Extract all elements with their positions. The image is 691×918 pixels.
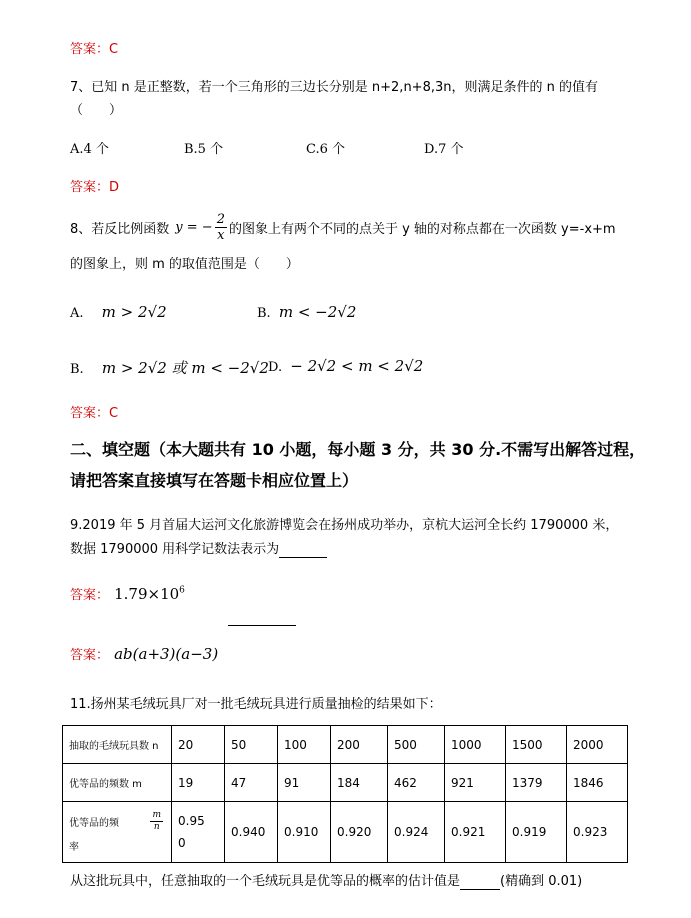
q8-func-num: 2 <box>216 212 225 227</box>
table-cell: 0.910 <box>278 802 331 863</box>
table-cell: 0.923 <box>567 802 628 863</box>
q8-line1 <box>70 213 616 242</box>
table-cell: 0.940 <box>225 802 278 863</box>
q8-func-den: x <box>217 228 225 243</box>
table-cell: 50 <box>225 726 278 764</box>
q9-text-line1: 9.2019 年 5 月首届大运河文化旅游博览会在扬州成功举办，京杭大运河全长约 1790000 米， <box>70 518 619 533</box>
q7-option-b: B.5 个 <box>184 142 224 157</box>
q7-option-a: A.4 个 <box>70 142 109 157</box>
q11-row2-label: 优等品的频数 m <box>63 764 172 802</box>
q9-text-line2: 数据 1790000 用科学记数法表示为 <box>70 538 327 558</box>
table-cell: 100 <box>278 726 331 764</box>
q8-fraction <box>215 213 227 242</box>
q11-answer-blank <box>460 874 500 890</box>
q7-text-line1: 7、已知 n 是正整数，若一个三角形的三边长分别是 n+2,n+8,3n，则满足条件的 n 的值有 <box>70 80 598 95</box>
q8-option-d: D. − 2√2 < m < 2√2 <box>268 357 424 375</box>
q7-option-c: C.6 个 <box>306 142 346 157</box>
q8-option-b2: B. m > 2√2 或 m < −2√2 <box>70 359 269 377</box>
table-cell: 47 <box>225 764 278 802</box>
table-cell: 0.919 <box>506 802 567 863</box>
table-cell: 1000 <box>445 726 506 764</box>
table-cell: 0.920 <box>331 802 388 863</box>
q8-option-b1: B. m < −2√2 <box>257 303 357 321</box>
q8-option-a-expr: m > 2√2 <box>101 303 167 321</box>
table-row <box>63 802 628 863</box>
q8-prefix: 8、若反比例函数 <box>70 222 170 237</box>
q8-answer: 答案：C <box>70 406 119 421</box>
q8-suffix: 的图象上有两个不同的点关于 y 轴的对称点都在一次函数 y=-x+m <box>228 222 616 237</box>
q11-footer: 从这批玩具中，任意抽取的一个毛绒玩具是优等品的概率的估计值是 (精确到 0.01) <box>70 874 583 889</box>
q8-text-line2: 的图象上，则 m 的取值范围是（ ） <box>70 257 299 272</box>
q8-func-y: y = − <box>175 220 213 235</box>
q7-text-line2: （ ） <box>70 103 123 118</box>
q10-answer-value: ab(a+3)(a−3) <box>114 645 219 663</box>
table-cell: 1379 <box>506 764 567 802</box>
q8-option-a: A. m > 2√2 <box>70 303 167 321</box>
q9-answer: 答案： $1.79\times 10^6$ <box>70 585 185 603</box>
section2-heading-line2: 请把答案直接填写在答题卡相应位置上） <box>70 471 359 490</box>
q9-answer-exp: 6 <box>179 585 185 596</box>
q9-answer-blank <box>279 542 327 558</box>
q10-answer-blank <box>228 606 296 626</box>
q7-option-d: D.7 个 <box>424 142 464 157</box>
table-cell: 20 <box>172 726 225 764</box>
table-row <box>63 764 628 802</box>
table-cell: 0.921 <box>445 802 506 863</box>
table-cell: 0.924 <box>388 802 445 863</box>
table-cell: 500 <box>388 726 445 764</box>
table-cell: 1500 <box>506 726 567 764</box>
q8-option-b2-expr: m > 2√2 或 m < −2√2 <box>101 359 269 377</box>
q11-text: 11.扬州某毛绒玩具厂对一批毛绒玩具进行质量抽检的结果如下： <box>70 697 442 712</box>
table-cell: 19 <box>172 764 225 802</box>
table-cell: 184 <box>331 764 388 802</box>
q10-answer: 答案： ab(a+3)(a−3) <box>70 645 219 663</box>
table-cell: 91 <box>278 764 331 802</box>
q8-option-d-expr: − 2√2 < m < 2√2 <box>290 357 424 375</box>
q6-answer: 答案：C <box>70 42 119 57</box>
table-cell: 921 <box>445 764 506 802</box>
q11-row1-label: 抽取的毛绒玩具数 n <box>63 726 172 764</box>
table-row <box>63 726 628 764</box>
q7-answer: 答案：D <box>70 180 120 195</box>
q8-option-b1-expr: m < −2√2 <box>278 303 357 321</box>
table-cell: 200 <box>331 726 388 764</box>
table-cell: 462 <box>388 764 445 802</box>
table-cell: 2000 <box>567 726 628 764</box>
table-cell: 0.95 0 <box>172 802 225 863</box>
q11-table <box>62 725 628 863</box>
q9-answer-value: 1.79×10 <box>114 585 180 603</box>
section2-heading-line1: 二、填空题（本大题共有 10 小题，每小题 3 分，共 30 分.不需写出解答过程， <box>70 440 646 459</box>
q11-row3-label: 优等品的频 $\frac{m}{n}$ 率 <box>63 802 172 863</box>
table-cell: 1846 <box>567 764 628 802</box>
